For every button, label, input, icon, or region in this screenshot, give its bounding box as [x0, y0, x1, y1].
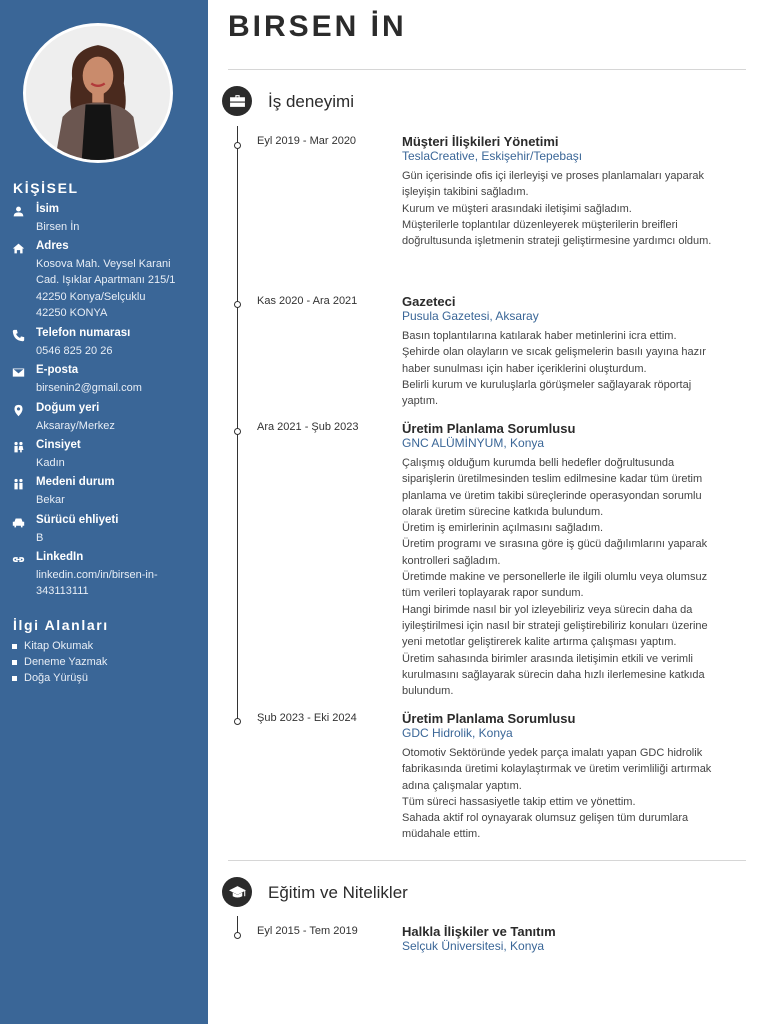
- personal-label: E-posta: [36, 364, 79, 376]
- profile-photo: [23, 23, 173, 163]
- experience-timeline: [237, 126, 238, 724]
- personal-value: Bekar: [36, 494, 65, 506]
- linkedin-link[interactable]: linkedin.com/in/birsen-in- 343113111: [36, 569, 158, 598]
- entry-organization: TeslaCreative, Eskişehir/Tepebaşı: [402, 149, 583, 163]
- entry-title: Halkla İlişkiler ve Tanıtım: [402, 924, 556, 939]
- timeline-dot: [234, 718, 241, 725]
- briefcase-icon: [222, 86, 252, 116]
- entry-title: Üretim Planlama Sorumlusu: [402, 421, 576, 436]
- experience-title: İş deneyimi: [268, 92, 354, 111]
- entry-description: Basın toplantılarına katılarak haber metinlerini icra ettim. Şehirde olan olayların ve sıcak gelişmelerin basılı yayına hazır haber sunulması için haber içeriklerini oluşturdum. Belirli kurum ve kuruluşlarla görüşmeler sağlayarak röportaj yaptım.: [402, 330, 706, 408]
- entry-date: Kas 2020 - Ara 2021: [257, 295, 358, 307]
- personal-value: Aksaray/Merkez: [36, 420, 115, 432]
- personal-value: Birsen İn: [36, 221, 80, 233]
- phone-icon: [10, 327, 26, 343]
- personal-value: B: [36, 532, 44, 544]
- personal-label: Doğum yeri: [36, 402, 100, 414]
- entry-date: Eyl 2019 - Mar 2020: [257, 135, 357, 147]
- entry-date: Ara 2021 - Şub 2023: [257, 421, 359, 433]
- entry-organization: Pusula Gazetesi, Aksaray: [402, 309, 539, 323]
- personal-label: Medeni durum: [36, 476, 115, 488]
- interest-item: Deneme Yazmak: [12, 656, 107, 668]
- home-icon: [10, 240, 26, 256]
- personal-value: birsenin2@gmail.com: [36, 382, 142, 394]
- gender-icon: [10, 439, 26, 455]
- timeline-dot: [234, 142, 241, 149]
- link-icon: [10, 551, 26, 567]
- timeline-dot: [234, 301, 241, 308]
- personal-value: Kosova Mah. Veysel Karani Cad. Işıklar Apartmanı 215/1 42250 Konya/Selçuklu 42250 KONYA: [36, 258, 176, 319]
- interest-item: Kitap Okumak: [12, 640, 93, 652]
- interest-item: Doğa Yürüşü: [12, 672, 88, 684]
- entry-date: Şub 2023 - Eki 2024: [257, 712, 357, 724]
- personal-label: LinkedIn: [36, 551, 84, 563]
- timeline-dot: [234, 932, 241, 939]
- page-title: BIRSEN İN: [228, 10, 407, 43]
- personal-label: Cinsiyet: [36, 439, 81, 451]
- entry-description: Gün içerisinde ofis içi ilerleyişi ve proses planlamaları yaparak işleyişin takibini sağladım. Kurum ve müşteri arasındaki iletişimi sağladım. Müşterilerle toplantılar düzenleyerek müşterilerin breifleri doğrultusunda işletmenin strateji geliştirmesine yardımcı oldum.: [402, 170, 712, 248]
- entry-description: Otomotiv Sektöründe yedek parça imalatı yapan GDC hidrolik fabrikasında üretimi kolaylaştırmak ve üretim verimliliği artırmak adına çalışmalar yaptım. Tüm süreci hassasiyetle takip ettim ve yönettim. Sahada aktif rol oynayarak olumsuz gelişen tüm durumlara müdahale ettim.: [402, 747, 712, 841]
- personal-value: 0546 825 20 26: [36, 345, 113, 357]
- bullet-icon: [12, 660, 17, 665]
- personal-value: Kadın: [36, 457, 65, 469]
- location-pin-icon: [10, 402, 26, 418]
- education-title: Eğitim ve Nitelikler: [268, 883, 408, 902]
- divider: [228, 860, 746, 861]
- entry-title: Müşteri İlişkileri Yönetimi: [402, 134, 559, 149]
- profile-photo-image: [26, 26, 170, 160]
- timeline-dot: [234, 428, 241, 435]
- personal-label: Telefon numarası: [36, 327, 131, 339]
- sidebar: [0, 0, 208, 1024]
- personal-label: İsim: [36, 203, 60, 215]
- interests-heading: İlgi Alanları: [13, 617, 109, 633]
- entry-description: Çalışmış olduğum kurumda belli hedefler doğrultusunda siparişlerin üretilmesinden teslim edilmesine kadar tüm üretim planlama ve üretim takibi süreçlerinde operasyondan sorumlu olarak üretim sürecine katkıda bulundum. Üretim iş emirlerinin açılmasını sağladım. Üretim programı ve sırasına göre iş gücü dağılımlarını yaparak kontrolleri sağladım. Üretimde makine ve personellerle ile ilgili olumlu veya olumsuz tüm verileri toplayarak rapor sundum. Hangi birimde nasıl bir yol izleyebiliriz veya sürecin daha da iyileştirilmesi için nasıl bir strateji geliştirebiliriz konuları üzerine yeni metotlar geliştirerek kalite artırma çalışması yaptım. Üretim sahasında birimler arasında iletişimin etkili ve verimli kurulmasını sağlayarak sürecin daha hızlı ilerlemesine katkıda bulundum.: [402, 457, 708, 698]
- person-icon: [10, 203, 26, 219]
- entry-organization: GDC Hidrolik, Konya: [402, 726, 513, 740]
- bullet-icon: [12, 644, 17, 649]
- mail-icon: [10, 364, 26, 380]
- personal-label: Sürücü ehliyeti: [36, 514, 119, 526]
- entry-organization: GNC ALÜMİNYUM, Konya: [402, 436, 545, 450]
- divider: [228, 69, 746, 70]
- car-icon: [10, 514, 26, 530]
- graduation-cap-icon: [222, 877, 252, 907]
- bullet-icon: [12, 676, 17, 681]
- entry-title: Gazeteci: [402, 294, 456, 309]
- personal-heading: KİŞİSEL: [13, 180, 79, 196]
- entry-organization: Selçuk Üniversitesi, Konya: [402, 939, 545, 953]
- personal-label: Adres: [36, 240, 69, 252]
- entry-title: Üretim Planlama Sorumlusu: [402, 711, 576, 726]
- entry-date: Eyl 2015 - Tem 2019: [257, 925, 358, 937]
- people-icon: [10, 476, 26, 492]
